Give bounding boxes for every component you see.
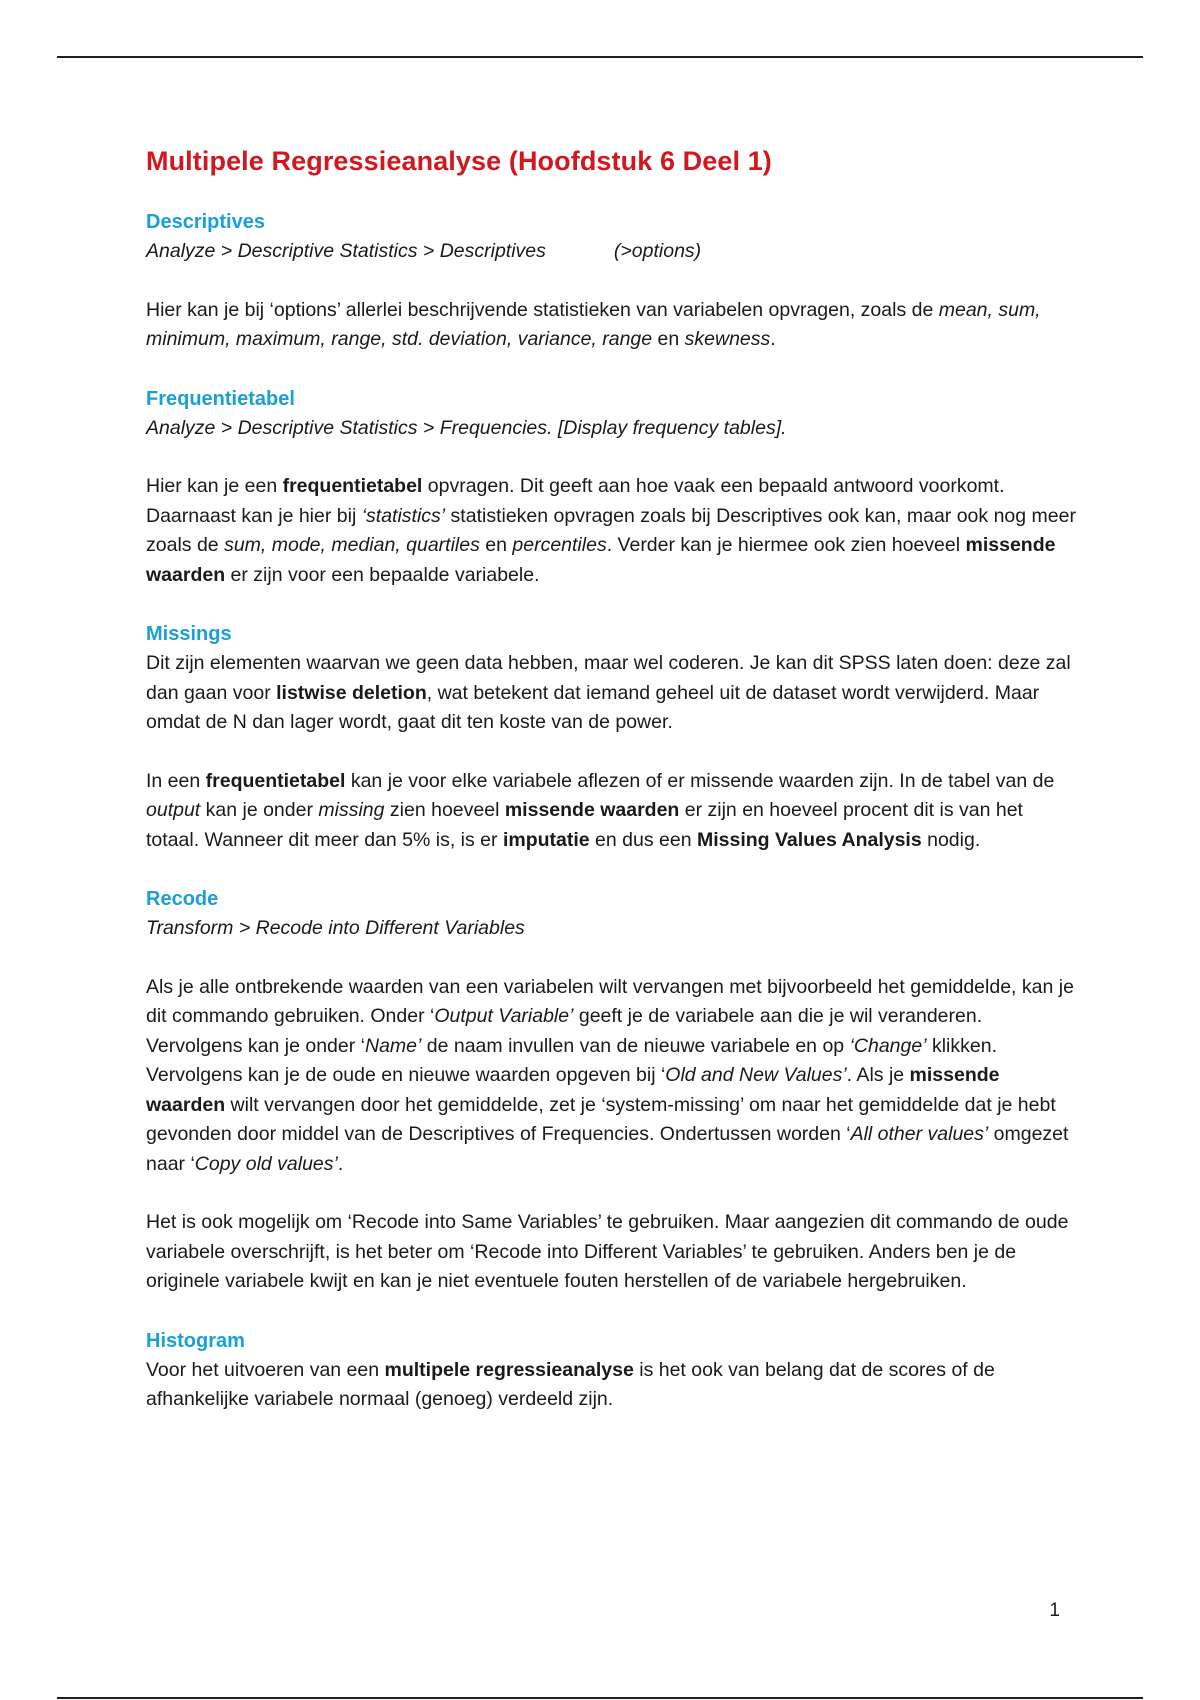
heading-histogram: Histogram [146,1329,245,1352]
recode-menu-path: Transform > Recode into Different Variables [146,917,525,939]
frequentietabel-paragraph: Hier kan je een frequentietabel opvragen. Dit geeft aan hoe vaak een bepaald antwoord voorkomt. Daarnaast kan je hier bij ‘statistics’ statistieken opvragen zoals bij Descriptives ook kan, maar ook nog meer zoals de sum, mode, median, quartiles en percentiles. Verder kan je hiermee ook zien hoeveel missende waarden er zijn voor een bepaalde variabele. [146,475,1076,586]
recode-paragraph-3: Het is ook mogelijk om ‘Recode into Same Variables’ te gebruiken. Maar aangezien dit commando de oude variabele overschrijft, is het beter om ‘Recode into Different Variables’ te gebruiken. Anders ben je de originele variabele kwijt en kan je niet eventuele fouten herstellen of de variabele hergebruiken. [146,1211,1069,1292]
descriptives-path-note: (>options) [613,240,702,262]
frequentietabel-menu-path: Analyze > Descriptive Statistics > Frequencies. [Display frequency tables]. [146,416,787,439]
heading-recode: Recode [146,888,219,910]
page-title: Multipele Regressieanalyse (Hoofdstuk 6 Deel 1) [146,146,772,176]
recode-paragraph-2: Vervolgens kan je de oude en nieuwe waarden opgeven bij ‘Old and New Values’. Als je missende waarden wilt vervangen door het gemiddelde, zet je ‘system-missing’ om naar het gemiddelde dat je hebt gevonden door middel van de Descriptives of Frequencies. Ondertussen worden ‘All other values’ omgezet naar ‘Copy old values’. [146,1064,1069,1175]
descriptives-menu-path: Analyze > Descriptive Statistics > Descriptives (>options) [146,240,702,262]
footer-rule [57,1697,1143,1699]
document-body [146,146,1076,1415]
heading-missings: Missings [146,623,232,645]
page-number: 1 [1049,1600,1060,1621]
heading-frequentietabel: Frequentietabel [146,387,295,410]
missings-paragraph-2: In een frequentietabel kan je voor elke variabele aflezen of er missende waarden zijn. In de tabel van de output kan je onder missing zien hoeveel missende waarden er zijn en hoeveel procent dit is van het totaal. Wanneer dit meer dan 5% is, is er imputatie en dus een Missing Values Analysis nodig. [146,769,1055,851]
header-rule [57,56,1143,58]
histogram-paragraph: Voor het uitvoeren van een multipele regressieanalyse is het ook van belang dat de scores of de afhankelijke variabele normaal (genoeg) verdeeld zijn. [146,1358,995,1410]
heading-descriptives: Descriptives [146,211,265,233]
descriptives-paragraph: Hier kan je bij ‘options’ allerlei beschrijvende statistieken van variabelen opvragen, zoals de mean, sum, minimum, maximum, range, std. deviation, variance, range en skewness. [146,298,1041,350]
recode-paragraph-1: Als je alle ontbrekende waarden van een variabelen wilt vervangen met bijvoorbeeld het gemiddelde, kan je dit commando gebruiken. Onder ‘Output Variable’ geeft je de variabele aan die je wil veranderen. Vervolgens kan je onder ‘Name’ de naam invullen van de nieuwe variabele en op ‘Change’ klikken. [146,975,1074,1057]
missings-paragraph-1: Dit zijn elementen waarvan we geen data hebben, maar wel coderen. Je kan dit SPSS laten doen: deze zal dan gaan voor listwise deletion, wat betekent dat iemand geheel uit de dataset wordt verwijderd. Maar omdat de N dan lager wordt, gaat dit ten koste van de power. [146,652,1071,733]
